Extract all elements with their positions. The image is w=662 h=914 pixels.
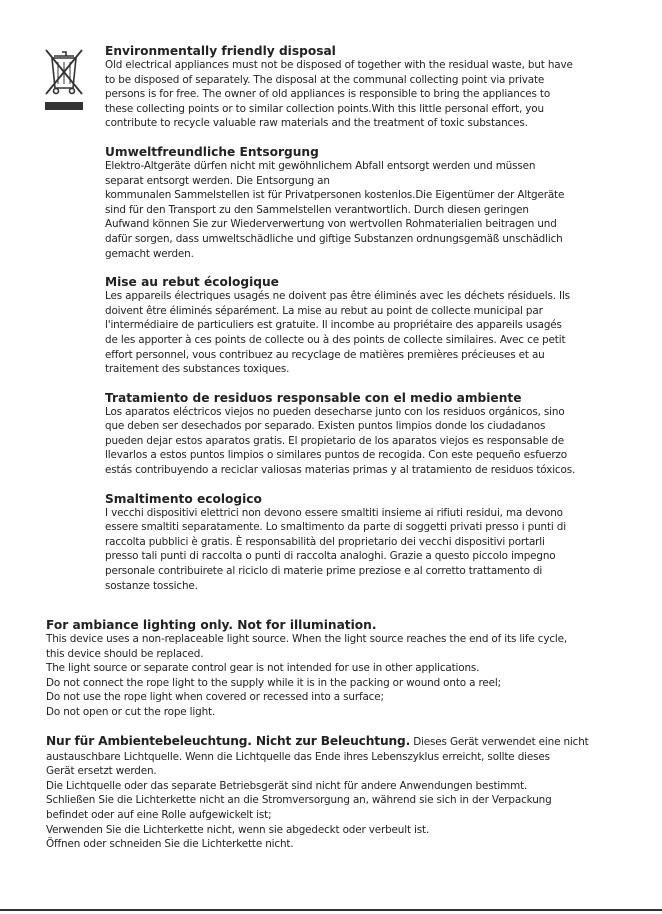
disposal-heading: Smaltimento ecologico <box>105 491 262 506</box>
text-line: I vecchi dispositivi elettrici non devono essere smaltiti insieme ai rifiuti residui, ma devono <box>105 506 563 519</box>
text-line: sind für den Transport zu den Sammelstellen verantwortlich. Durch diesen geringen <box>105 203 529 216</box>
disposal-section <box>105 44 617 607</box>
text-line: estás contribuyendo a reciclar valiosas materias primas y al tratamiento de residuos tóxicos. <box>105 464 576 477</box>
text-line: Los aparatos eléctricos viejos no pueden desecharse junto con los residuos orgánicos, sino <box>105 405 565 418</box>
text-line: pueden dejar estos aparatos gratis. El propietario de los aparatos viejos es responsable de <box>105 434 564 447</box>
text-line: Do not use the rope light when covered or recessed into a surface; <box>46 691 384 704</box>
disposal-heading: Tratamiento de residuos responsable con el medio ambiente <box>105 390 522 405</box>
text-line: contribute to recycle valuable raw materials and the treatment of toxic substances. <box>105 117 528 130</box>
disposal-paragraph <box>105 58 617 131</box>
ambience-heading: For ambiance lighting only. Not for illumination. <box>46 618 377 632</box>
text-line: de les apporter à ces points de collecte ou à des points de collecte similaires. Avec ce petit <box>105 333 566 346</box>
text-line: Les appareils électriques usagés ne doivent pas être éliminés avec les déchets résiduels. Ils <box>105 290 570 303</box>
text-line: separat entsorgt werden. Die Entsorgung an <box>105 174 330 187</box>
text-line: Gerät ersetzt werden. <box>46 765 157 778</box>
disposal-block-en <box>105 44 617 131</box>
text-line: llevarlos a estos puntos limpios o similares puntos de recogida. Con este pequeño esfuerzo <box>105 449 567 462</box>
text-line: effort personnel, vous contribuez au recyclage de matières premières précieuses et au <box>105 348 545 361</box>
text-line: austauschbare Lichtquelle. Wenn die Lichtquelle das Ende ihres Lebenszyklus erreicht, sollte dieses <box>46 750 550 763</box>
text-line: sostanze tossiche. <box>105 579 198 592</box>
text-line: doivent être éliminés séparément. La mise au rebut au point de collecte municipal par <box>105 304 543 317</box>
text-line: raccolta pubblici è gratis. È responsabilità del proprietario dei vecchi dispositivi portarli <box>105 535 545 548</box>
disposal-paragraph <box>105 289 617 377</box>
disposal-paragraph <box>105 159 617 261</box>
text-line: This device uses a non-replaceable light source. When the light source reaches the end of its life cycle, <box>46 633 568 645</box>
text-line: Old electrical appliances must not be disposed of together with the residual waste, but have <box>105 59 573 71</box>
disposal-block-fr <box>105 275 617 377</box>
ambience-heading: Nur für Ambientebeleuchtung. Nicht zur Beleuchtung. <box>46 734 411 748</box>
text-line: l'intermédiaire de particuliers est gratuite. Il incombe au propriétaire des appareils usagés <box>105 319 562 332</box>
text-line: presso tali punti di raccolta o punti di raccolta analoghi. Grazie a questo piccolo impegno <box>105 550 556 563</box>
weee-crossed-bin-icon <box>42 46 86 112</box>
disposal-paragraph <box>105 405 617 478</box>
text-line: persons is for free. The owner of old appliances is responsible to bring the appliances to <box>105 88 551 101</box>
ambience-paragraph <box>46 734 616 852</box>
text-line: Do not connect the rope light to the supply while it is in the packing or wound onto a reel; <box>46 676 501 689</box>
text-line: Verwenden Sie die Lichterkette nicht, wenn sie abgedeckt oder verbeult ist. <box>46 823 430 836</box>
disposal-block-it <box>105 492 617 594</box>
text-line: these collecting points or to similar collection points.With this little personal effort, you <box>105 102 544 115</box>
text-line: dafür sorgen, dass umweltschädliche und giftige Substanzen ordnungsgemäß unschädlich <box>105 232 563 245</box>
text-line: essere smaltiti separatamente. Lo smaltimento da parte di soggetti privati presso i punti di <box>105 521 566 534</box>
text-line: Do not open or cut the rope light. <box>46 705 216 718</box>
text-line: to be disposed of separately. The disposal at the communal collecting point via private <box>105 73 545 86</box>
text-line: gemacht werden. <box>105 247 194 260</box>
disposal-heading: Environmentally friendly disposal <box>105 44 336 58</box>
disposal-paragraph <box>105 506 617 594</box>
text-line <box>46 734 616 750</box>
ambience-notice-en <box>46 618 616 720</box>
text-line: que deben ser desechados por separado. Existen puntos limpios donde los ciudadanos <box>105 420 546 433</box>
disposal-heading: Mise au rebut écologique <box>105 275 279 290</box>
text-line: traitement des substances toxiques. <box>105 363 290 376</box>
text-line: befindet oder auf eine Rolle aufgewickelt ist; <box>46 808 272 821</box>
disposal-block-es <box>105 391 617 478</box>
disposal-block-de <box>105 145 617 261</box>
disposal-heading: Umweltfreundliche Entsorgung <box>105 144 319 159</box>
ambience-notice-de <box>46 734 616 852</box>
bottom-divider <box>0 909 662 911</box>
ambience-paragraph <box>46 632 616 720</box>
text-line: The light source or separate control gear is not intended for use in other applications. <box>46 662 480 675</box>
text-line: Öffnen oder schneiden Sie die Lichterkette nicht. <box>46 838 294 851</box>
text-line: this device should be replaced. <box>46 647 204 660</box>
text-line: Schließen Sie die Lichterkette nicht an die Stromversorgung an, während sie sich in der Verpackung <box>46 794 552 807</box>
text-line: Elektro-Altgeräte dürfen nicht mit gewöhnlichem Abfall entsorgt werden und müssen <box>105 159 536 172</box>
heading-tail-text: Dieses Gerät verwendet eine nicht <box>410 736 589 748</box>
text-line: Die Lichtquelle oder das separate Betriebsgerät sind nicht für andere Anwendungen bestimmt. <box>46 779 528 792</box>
text-line: kommunalen Sammelstellen ist für Privatpersonen kostenlos.Die Eigentümer der Altgeräte <box>105 189 565 202</box>
text-line: Aufwand können Sie zur Wiederverwertung von wertvollen Rohmaterialien beitragen und <box>105 218 557 231</box>
text-line: personale contribuirete al riciclo di materie prime preziose e al corretto trattamento di <box>105 565 543 578</box>
